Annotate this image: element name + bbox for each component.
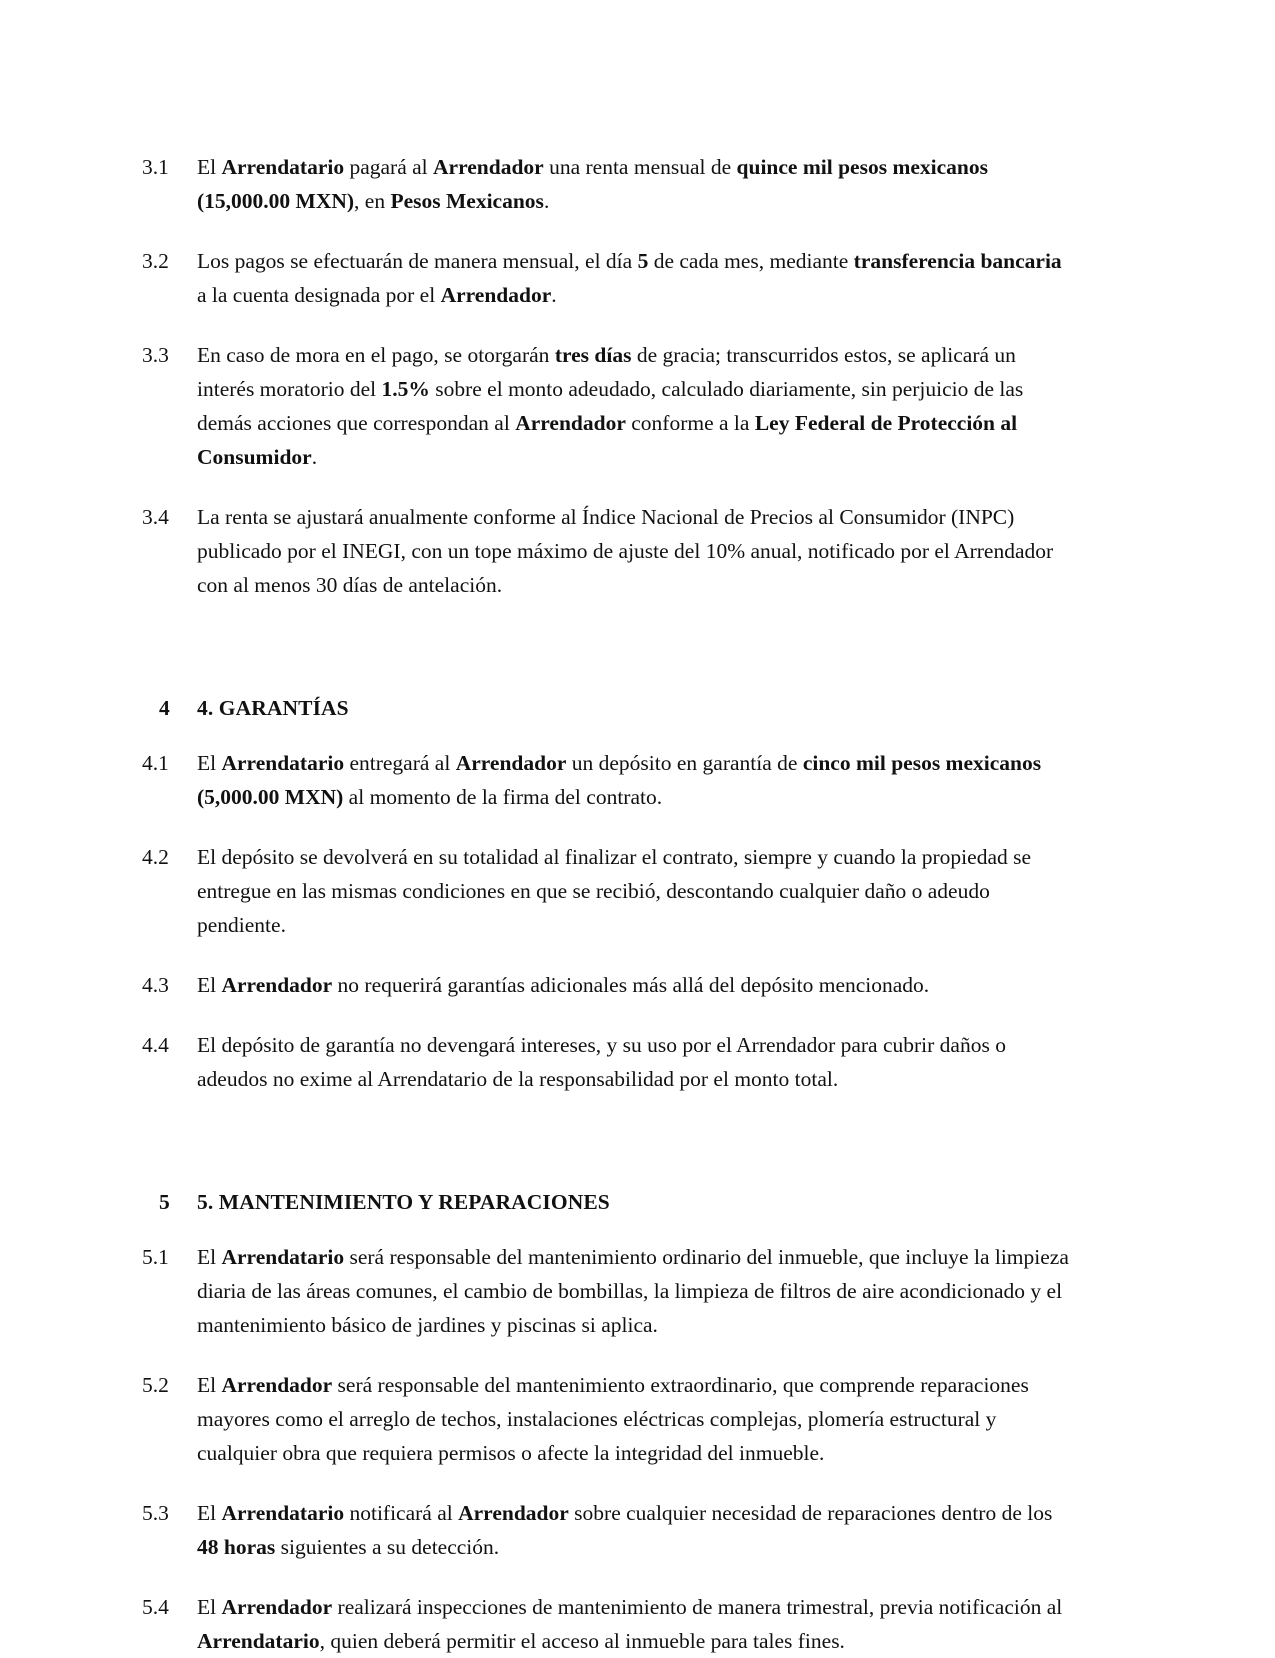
section-heading-4 (142, 692, 1070, 724)
section-title: 5. MANTENIMIENTO Y REPARACIONES (197, 1190, 610, 1214)
clause-text: El Arrendatario notificará al Arrendador sobre cualquier necesidad de reparaciones dentro de los 48 horas siguientes a su detección. (197, 1501, 1053, 1559)
clause-text: El Arrendador no requerirá garantías adicionales más allá del depósito mencionado. (197, 973, 930, 997)
clause-5-2 (142, 1368, 1070, 1470)
clause-text: El Arrendatario pagará al Arrendador una renta mensual de quince mil pesos mexicanos (15,000.00 MXN), en Pesos Mexicanos. (197, 155, 988, 213)
clause-number: 3.1 (142, 155, 169, 179)
clause-text: El depósito se devolverá en su totalidad al finalizar el contrato, siempre y cuando la propiedad se entregue en las mismas condiciones en que se recibió, descontando cualquier daño o adeudo pendiente. (197, 845, 1032, 937)
clause-number: 5.3 (142, 1501, 169, 1525)
clause-text: El depósito de garantía no devengará intereses, y su uso por el Arrendador para cubrir daños o adeudos no exime al Arrendatario de la responsabilidad por el monto total. (197, 1033, 1006, 1091)
section-number: 5 (159, 1190, 170, 1214)
clause-text: Los pagos se efectuarán de manera mensual, el día 5 de cada mes, mediante transferencia bancaria a la cuenta designada por el Arrendador. (197, 249, 1062, 307)
heading-gap (142, 1218, 1070, 1240)
clause-4-1 (142, 746, 1070, 814)
heading-gap (142, 724, 1070, 746)
clause-text: El Arrendatario entregará al Arrendador un depósito en garantía de cinco mil pesos mexicanos (5,000.00 MXN) al momento de la firma del contrato. (197, 751, 1042, 809)
clause-number: 3.4 (142, 505, 169, 529)
clause-text: El Arrendador realizará inspecciones de mantenimiento de manera trimestral, previa notificación al Arrendatario, quien deberá permitir el acceso al inmueble para tales fines. (197, 1595, 1063, 1653)
clause-4-4 (142, 1028, 1070, 1096)
clause-number: 5.1 (142, 1245, 169, 1269)
clause-number: 3.2 (142, 249, 169, 273)
clause-text: En caso de mora en el pago, se otorgarán tres días de gracia; transcurridos estos, se aplicará un interés moratorio del 1.5% sobre el monto adeudado, calculado diariamente, sin perjuicio de las demás acciones que correspondan al Arrendador conforme a la Ley Federal de Protección al Consumidor. (197, 343, 1024, 469)
section-gap (142, 1122, 1070, 1186)
section-title: 4. GARANTÍAS (197, 696, 349, 720)
clause-3-4 (142, 500, 1070, 602)
clause-5-1 (142, 1240, 1070, 1342)
clause-number: 4.1 (142, 751, 169, 775)
clause-number: 5.4 (142, 1595, 169, 1619)
clause-text: El Arrendador será responsable del mantenimiento extraordinario, que comprende reparaciones mayores como el arreglo de techos, instalaciones eléctricas complejas, plomería estructural y cualquier obra que requiera permisos o afecte la integridad del inmueble. (197, 1373, 1029, 1465)
clause-number: 3.3 (142, 343, 169, 367)
clause-text: La renta se ajustará anualmente conforme al Índice Nacional de Precios al Consumidor (INPC) publicado por el INEGI, con un tope máximo de ajuste del 10% anual, notificado por el Arrendador con al menos 30 días de antelación. (197, 505, 1054, 597)
clause-number: 4.2 (142, 845, 169, 869)
clause-3-2 (142, 244, 1070, 312)
section-heading-5 (142, 1186, 1070, 1218)
clause-3-3 (142, 338, 1070, 474)
section-number: 4 (159, 696, 170, 720)
clause-number: 5.2 (142, 1373, 169, 1397)
clause-number: 4.3 (142, 973, 169, 997)
section-gap (142, 628, 1070, 692)
clause-4-2 (142, 840, 1070, 942)
clause-4-3 (142, 968, 1070, 1002)
document-body (142, 150, 1070, 1658)
clause-number: 4.4 (142, 1033, 169, 1057)
clause-5-3 (142, 1496, 1070, 1564)
clause-3-1 (142, 150, 1070, 218)
clause-5-4 (142, 1590, 1070, 1658)
clause-text: El Arrendatario será responsable del mantenimiento ordinario del inmueble, que incluye la limpieza diaria de las áreas comunes, el cambio de bombillas, la limpieza de filtros de aire acondicionado y el mantenimiento básico de jardines y piscinas si aplica. (197, 1245, 1069, 1337)
